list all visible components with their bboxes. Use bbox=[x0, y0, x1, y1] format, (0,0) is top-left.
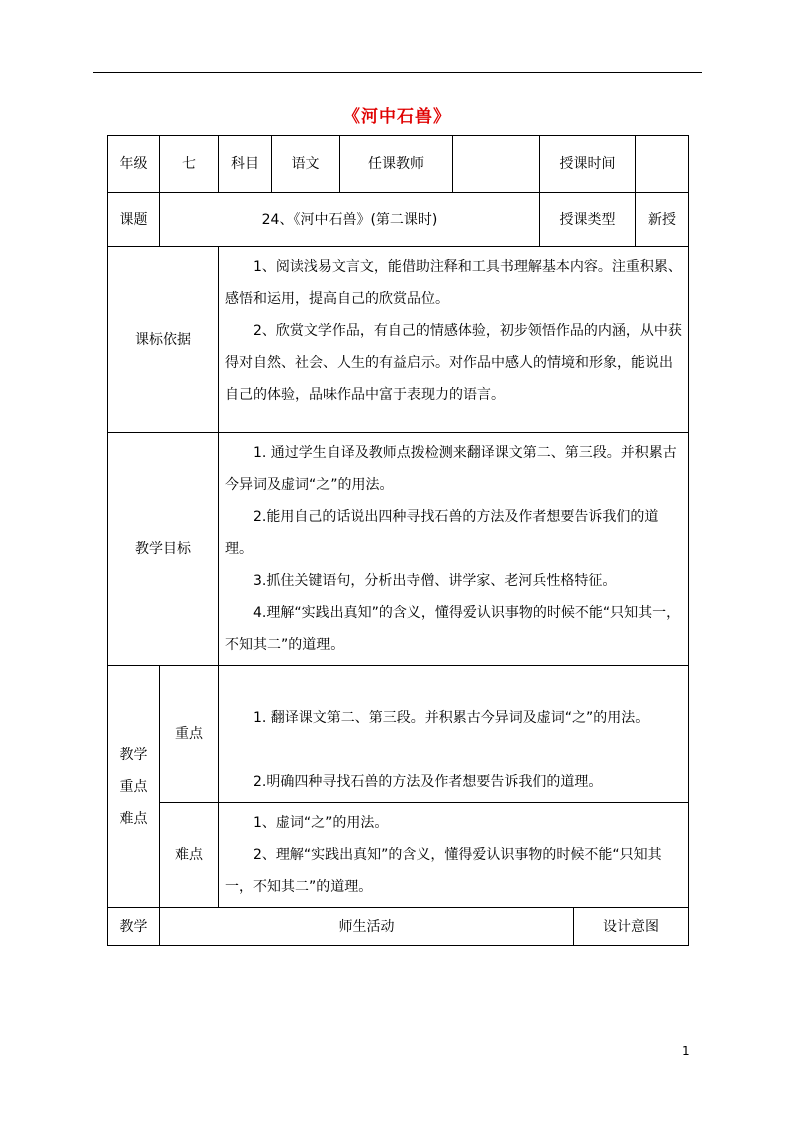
standards-label: 课标依据 bbox=[108, 247, 219, 433]
key-points-row bbox=[108, 666, 689, 803]
activities-label: 师生活动 bbox=[160, 908, 574, 946]
intent-label: 设计意图 bbox=[574, 908, 689, 946]
topic-label: 课题 bbox=[108, 193, 160, 247]
difficult-point-item: 1、虚词“之”的用法。 bbox=[253, 815, 389, 831]
teacher-value bbox=[453, 136, 540, 193]
objective-item: 1. 通过学生自译及教师点拨检测来翻译课文第二、第三段。并积累古今异词及虚词“之”的用法。 bbox=[225, 445, 677, 493]
standards-paragraph: 2、欣赏文学作品，有自己的情感体验，初步领悟作品的内涵，从中获得对自然、社会、人生的有益启示。对作品中感人的情境和形象，能说出自己的体验，品味作品中富于表现力的语言。 bbox=[225, 323, 682, 403]
standards-content bbox=[219, 247, 689, 433]
process-label: 教学 bbox=[108, 908, 160, 946]
key-point-item: 2.明确四种寻找石兽的方法及作者想要告诉我们的道理。 bbox=[253, 774, 603, 790]
focus-label-line: 教学 bbox=[119, 746, 148, 763]
time-value bbox=[636, 136, 689, 193]
topic-row bbox=[108, 193, 689, 247]
focus-label bbox=[108, 666, 160, 908]
difficult-point-item: 2、理解“实践出真知”的含义，懂得爱认识事物的时候不能“只知其一，不知其二”的道理。 bbox=[225, 847, 662, 895]
focus-label-line: 难点 bbox=[119, 810, 148, 827]
lesson-type-value: 新授 bbox=[636, 193, 689, 247]
key-points-label: 重点 bbox=[160, 666, 219, 803]
subject-label: 科目 bbox=[219, 136, 272, 193]
objectives-content bbox=[219, 433, 689, 666]
time-label: 授课时间 bbox=[540, 136, 636, 193]
document-title: 《河中石兽》 bbox=[343, 107, 451, 127]
page-number: 1 bbox=[682, 1044, 690, 1058]
topic-value: 24、《河中石兽》(第二课时) bbox=[160, 193, 540, 247]
difficult-points-label: 难点 bbox=[160, 803, 219, 908]
focus-label-line: 重点 bbox=[119, 778, 148, 795]
grade-label: 年级 bbox=[108, 136, 160, 193]
objectives-label: 教学目标 bbox=[108, 433, 219, 666]
lesson-plan-table bbox=[107, 135, 689, 946]
objective-item: 3.抓住关键语句，分析出寺僧、讲学家、老河兵性格特征。 bbox=[253, 573, 617, 589]
key-point-item: 1. 翻译课文第二、第三段。并积累古今异词及虚词“之”的用法。 bbox=[253, 710, 650, 726]
objectives-row bbox=[108, 433, 689, 666]
objective-item: 4.理解“实践出真知”的含义，懂得爱认识事物的时候不能“只知其一，不知其二”的道理。 bbox=[225, 605, 681, 653]
process-header-row bbox=[108, 908, 689, 946]
header-row bbox=[108, 136, 689, 193]
grade-value: 七 bbox=[160, 136, 219, 193]
difficult-points-content bbox=[219, 803, 689, 908]
standards-paragraph: 1、阅读浅易文言文，能借助注释和工具书理解基本内容。注重积累、感悟和运用，提高自己的欣赏品位。 bbox=[225, 259, 682, 307]
key-points-content bbox=[219, 666, 689, 803]
objective-item: 2.能用自己的话说出四种寻找石兽的方法及作者想要告诉我们的道理。 bbox=[225, 509, 659, 557]
header-rule bbox=[93, 72, 702, 73]
teacher-label: 任课教师 bbox=[340, 136, 453, 193]
subject-value: 语文 bbox=[272, 136, 340, 193]
difficult-points-row bbox=[108, 803, 689, 908]
standards-row bbox=[108, 247, 689, 433]
lesson-type-label: 授课类型 bbox=[540, 193, 636, 247]
